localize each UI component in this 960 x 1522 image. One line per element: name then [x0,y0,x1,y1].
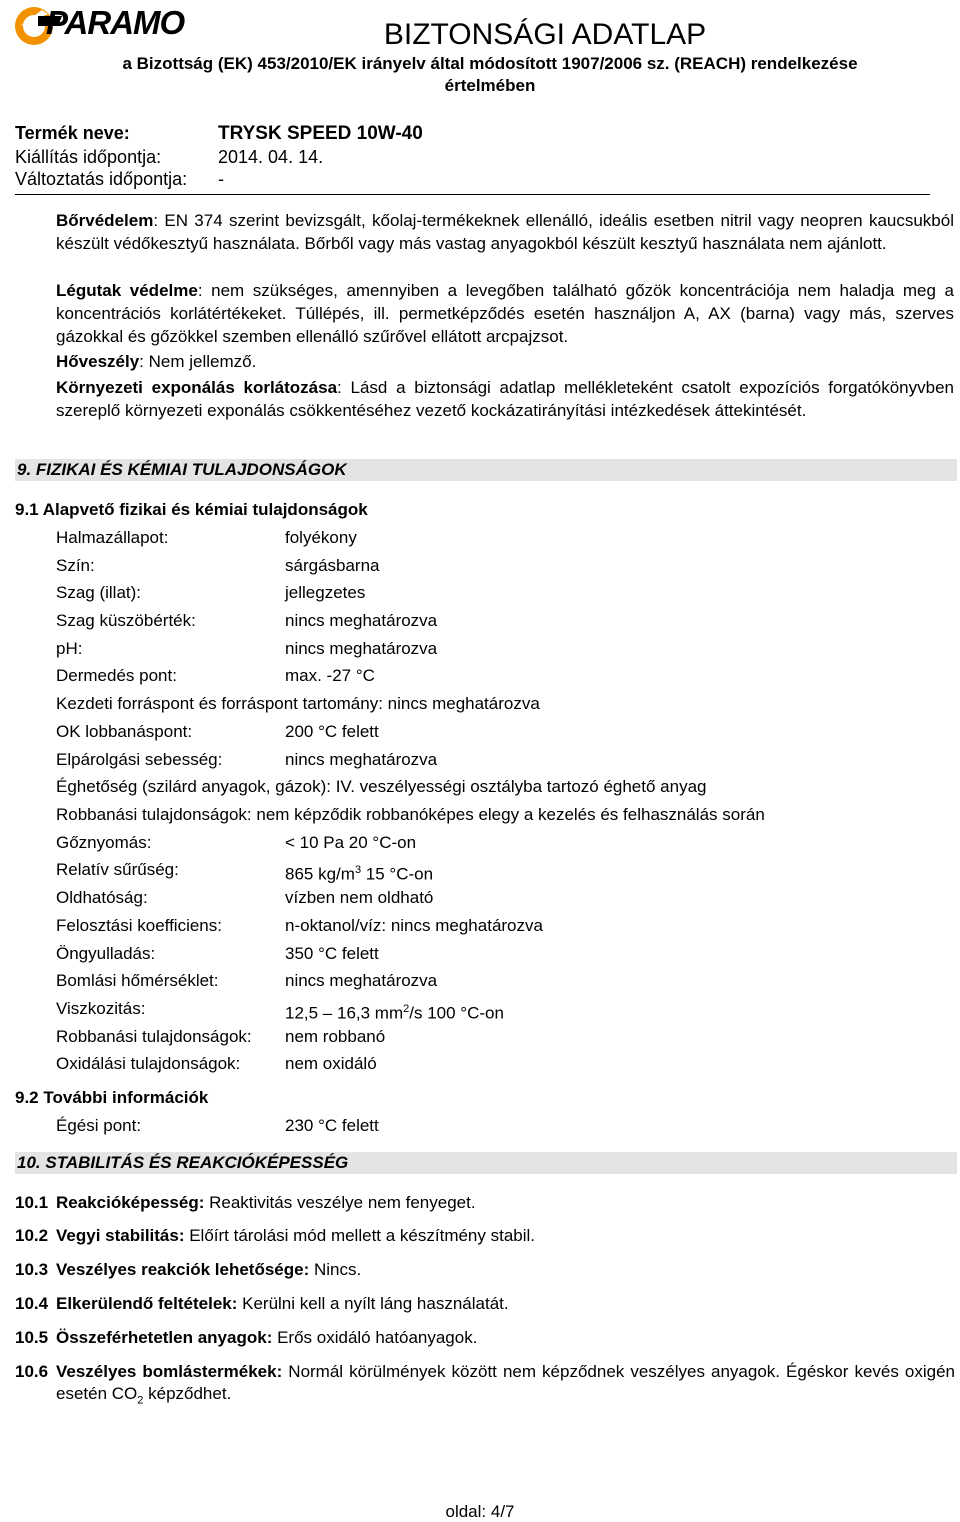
respiratory-protection-text: : nem szükséges, amennyiben a levegőben található gőzök koncentrációja nem haladja meg a koncentrációs korlátértékeket. Túllépés, ill. permetképződés esetén használjon A, AX (barna) vagy más, szerves gázokkal és gőzökkel szemben ellenálló szűrővel ellátott arcpajzsot. [56,281,954,346]
vapour-pressure-value: < 10 Pa 20 °C-on [285,833,417,852]
logo-text: PARAMO [46,4,185,41]
ignition-point-label: Égési pont: [56,1116,142,1135]
co2-subscript: 2 [137,1394,144,1407]
item-number: 10.3 [15,1260,49,1279]
vapour-pressure-label: Gőznyomás: [56,833,152,852]
item-text: Kerülni kell a nyílt láng használatát. [237,1294,509,1313]
product-name-row [15,122,423,145]
viscosity-label: Viszkozitás: [56,999,146,1018]
list-item [15,1225,955,1247]
respiratory-protection-term: Légutak védelme [56,281,198,300]
property-value: 350 °C felett [285,944,379,963]
property-label: Felosztási koefficiens: [56,916,222,935]
property-label: Halmazállapot: [56,528,169,547]
item-term: Vegyi stabilitás: [56,1226,185,1245]
property-label: Elpárolgási sebesség: [56,750,223,769]
property-value: jellegzetes [285,583,366,602]
environmental-exposure-term: Környezeti exponálás korlátozása [56,378,338,397]
property-label: Szín: [56,556,95,575]
relative-density-label: Relatív sűrűség: [56,860,179,879]
property-label: Oxidálási tulajdonságok: [56,1054,241,1073]
property-value: max. -27 °C [285,666,375,685]
item-number: 10.1 [15,1193,49,1212]
property-value: n-oktanol/víz: nincs meghatározva [285,916,543,935]
property-label: Dermedés pont: [56,666,177,685]
page-number: oldal: 4/7 [445,1502,515,1521]
property-value: nincs meghatározva [285,971,438,990]
item-term: Reakcióképesség: [56,1193,205,1212]
property-value: sárgásbarna [285,556,380,575]
property-value: nincs meghatározva [285,750,438,769]
thermal-hazard-term: Hőveszély [56,352,140,371]
skin-protection-paragraph [56,210,954,256]
document-title: BIZTONSÁGI ADATLAP [383,18,707,51]
relative-density-exponent: 3 [354,864,362,876]
item-number: 10.4 [15,1294,49,1313]
property-value: nem oxidáló [285,1054,377,1073]
skin-protection-term: Bőrvédelem [56,211,154,230]
relative-density-value-main: 865 kg/m [285,864,355,884]
property-label: Szag (illat): [56,583,142,602]
viscosity-value-main: 12,5 – 16,3 mm [285,1003,404,1023]
property-value: nincs meghatározva [285,611,438,630]
issue-date-row [15,146,323,168]
item-term: Veszélyes bomlástermékek: [56,1362,283,1381]
property-label: Bomlási hőmérséklet: [56,971,219,990]
document-subtitle [90,53,890,97]
issue-date-label: Kiállítás időpontja: [15,147,162,167]
item-text: Erős oxidáló hatóanyagok. [272,1328,478,1347]
viscosity-exponent: 2 [403,1003,410,1015]
property-value: nem robbanó [285,1027,386,1046]
property-label: Szag küszöbérték: [56,611,196,630]
subsection-9-1-title: 9.1 Alapvető fizikai és kémiai tulajdonságok [15,500,368,519]
change-date-value: - [218,169,224,189]
subtitle-line-2: értelmében [444,76,536,95]
property-value: folyékony [285,528,357,547]
section-9-title: 9. FIZIKAI ÉS KÉMIAI TULAJDONSÁGOK [17,460,347,479]
property-label: Öngyulladás: [56,944,156,963]
section-10-heading [15,1152,957,1174]
environmental-exposure-text: : Lásd a biztonsági adatlap mellékleteként csatolt expozíciós forgatókönyvben szereplő környezeti exponálás csökkentéséhez vezető kockázatirányítási intézkedések áttekintését. [56,378,954,420]
list-item [15,1293,955,1315]
list-item [15,1327,955,1349]
boiling-point-row: Kezdeti forráspont és forráspont tartomány: nincs meghatározva [56,694,540,713]
relative-density-value-tail: 15 °C-on [361,864,434,884]
item-number: 10.2 [15,1226,49,1245]
decomposition-text-tail: képződhet. [143,1384,232,1403]
list-item [15,1192,955,1214]
item-text: Reaktivitás veszélye nem fenyeget. [204,1193,476,1212]
list-item-decomposition [15,1361,955,1411]
explosive-properties-row: Robbanási tulajdonságok: nem képződik robbanóképes elegy a kezelés és felhasználás során [56,805,765,824]
item-term: Összeférhetetlen anyagok: [56,1328,273,1347]
decomposition-text-main: Normál körülmények között nem képződnek veszélyes anyagok. Égéskor kevés oxigén esetén CO [56,1362,956,1403]
flammability-row: Éghetőség (szilárd anyagok, gázok): IV. veszélyességi osztályba tartozó éghető anyag [56,777,707,796]
property-value: 200 °C felett [285,722,379,741]
section-10-title: 10. STABILITÁS ÉS REAKCIÓKÉPESSÉG [17,1153,349,1172]
issue-date-value: 2014. 04. 14. [218,147,324,167]
property-value: vízben nem oldható [285,888,434,907]
item-term: Elkerülendő feltételek: [56,1294,238,1313]
environmental-exposure-paragraph [56,377,954,423]
section-9-heading [15,459,957,481]
list-item [15,1259,955,1281]
change-date-row [15,168,224,190]
change-date-label: Változtatás időpontja: [15,169,188,189]
product-name-value: TRYSK SPEED 10W-40 [218,123,423,144]
property-value: nincs meghatározva [285,639,438,658]
viscosity-value [285,998,504,1025]
product-name-label: Termék neve: [15,123,130,143]
thermal-hazard-text: : Nem jellemző. [139,352,257,371]
decomposition-text [56,1361,955,1411]
thermal-hazard-paragraph [56,351,954,374]
subsection-9-2-title: 9.2 További információk [15,1088,209,1107]
item-term: Veszélyes reakciók lehetősége: [56,1260,310,1279]
relative-density-value [285,859,433,886]
ignition-point-value: 230 °C felett [285,1116,379,1135]
property-label: pH: [56,639,83,658]
paramo-logo [12,2,202,50]
header-divider [15,194,930,195]
property-label: OK lobbanáspont: [56,722,193,741]
respiratory-protection-paragraph [56,280,954,348]
item-number: 10.5 [15,1328,49,1347]
property-label: Robbanási tulajdonságok: [56,1027,252,1046]
subtitle-line-1: a Bizottság (EK) 453/2010/EK irányelv által módosított 1907/2006 sz. (REACH) rendelkezése [122,54,858,73]
viscosity-value-tail: /s 100 °C-on [409,1003,504,1023]
item-text: Előírt tárolási mód mellett a készítmény stabil. [184,1226,536,1245]
skin-protection-text: : EN 374 szerint bevizsgált, kőolaj-termékeknek ellenálló, ideális esetben nitril vagy neopren kaucsukból készült védőkesztyű használata. Bőrből vagy más vastag anyagokból készült kesztyű használata nem ajánlott. [56,211,954,253]
item-number: 10.6 [15,1362,49,1381]
item-text: Nincs. [309,1260,362,1279]
property-label: Oldhatóság: [56,888,148,907]
